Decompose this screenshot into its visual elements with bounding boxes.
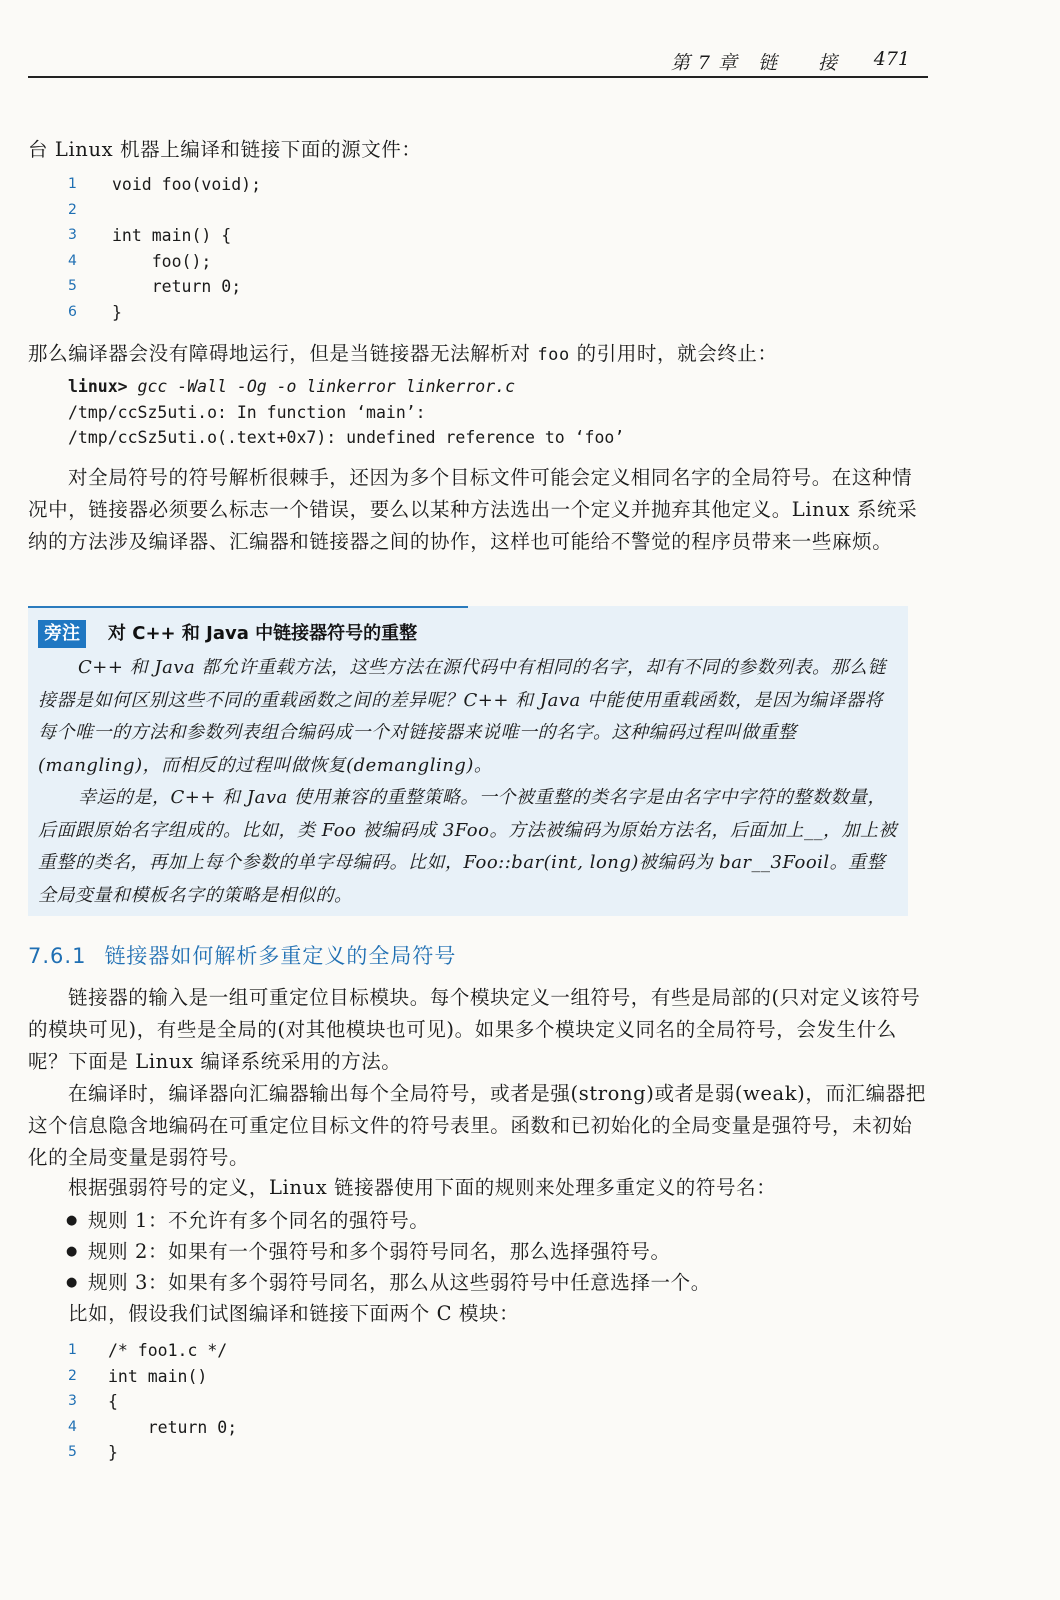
- shell-command: gcc -Wall -Og -o linkerror linkerror.c: [137, 377, 516, 396]
- inline-code: foo: [537, 345, 570, 365]
- aside-paragraph: 幸运的是，C++ 和 Java 使用兼容的重整策略。一个被重整的类名字是由名字中字符的整数数量，后面跟原始名字组成的。比如，类 Foo 被编码成 3Foo。方法被编码为原始方法名，后面加上__，加上被重整的类名，再加上每个参数的单字母编码。比如，Foo::bar(int, long)被编码为 bar__3Fooil。重整全局变量和模板名字的策略是相似的。: [38, 787, 897, 906]
- paragraph-section-4: 比如，假设我们试图编译和链接下面两个 C 模块：: [68, 1302, 520, 1325]
- code-text: return 0;: [108, 1417, 238, 1437]
- shell-output-line: /tmp/ccSz5uti.o: In function ‘main’:: [68, 402, 426, 422]
- running-head: [28, 42, 928, 78]
- line-number: 1: [68, 1342, 77, 1358]
- line-number: 1: [68, 176, 77, 192]
- paragraph-section-3: 根据强弱符号的定义，Linux 链接器使用下面的规则来处理多重定义的符号名：: [68, 1176, 777, 1199]
- aside-paragraph: C++ 和 Java 都允许重载方法，这些方法在源代码中有相同的名字，却有不同的参数列表。那么链接器是如何区别这些不同的重载函数之间的差异呢？C++ 和 Java 中能使用重载函数，是因为编译器将每个唯一的方法和参数列表组合编码成一个对链接器来说唯一的名字。这种编码过程叫做重整(mangling)，而相反的过程叫做恢复(demangling)。: [38, 657, 886, 776]
- aside-title: 对 C++ 和 Java 中链接器符号的重整: [108, 623, 418, 644]
- line-number: 3: [68, 227, 77, 244]
- section-number: 7.6.1: [28, 944, 87, 968]
- line-number: 4: [68, 1418, 77, 1435]
- code-text: int main() {: [112, 226, 232, 246]
- line-number: 3: [68, 1393, 77, 1410]
- section-title: 链接器如何解析多重定义的全局符号: [104, 944, 457, 968]
- code-text: }: [112, 302, 122, 322]
- line-number: 2: [68, 1367, 77, 1384]
- text-run: 那么编译器会没有障碍地运行，但是当链接器无法解析对: [28, 342, 538, 365]
- code-text: return 0;: [112, 277, 242, 297]
- chapter-title: 第 7 章 链 接: [670, 52, 838, 74]
- paragraph-linker-error: [28, 338, 930, 371]
- paragraph-section-2: 在编译时，编译器向汇编器输出每个全局符号，或者是强(strong)或者是弱(weak)，而汇编器把这个信息隐含地编码在可重定位目标文件的符号表里。函数和已初始化的全局变量是强符号，未初始化的全局变量是弱符号。: [28, 1082, 926, 1169]
- shell-output-line: /tmp/ccSz5uti.o(.text+0x7): undefined reference to ‘foo’: [68, 428, 625, 448]
- list-item: ● 规则 1：不允许有多个同名的强符号。: [66, 1205, 711, 1236]
- page-number: 471: [873, 48, 910, 70]
- code-text: foo();: [112, 251, 212, 271]
- line-number: 4: [68, 252, 77, 269]
- rules-list: [66, 1205, 711, 1298]
- list-item: ● 规则 2：如果有一个强符号和多个弱符号同名，那么选择强符号。: [66, 1236, 711, 1267]
- line-number: 5: [68, 278, 77, 295]
- code-text: }: [108, 1443, 118, 1463]
- shell-prompt: linux>: [68, 377, 138, 396]
- paragraph-section-1: 链接器的输入是一组可重定位目标模块。每个模块定义一组符号，有些是局部的(只对定义该符号的模块可见)，有些是全局的(对其他模块也可见)。如果多个模块定义同名的全局符号，会发生什么呢？下面是 Linux 编译系统采用的方法。: [28, 986, 921, 1073]
- aside-body: [38, 652, 898, 912]
- aside-box: [28, 606, 908, 916]
- line-number: 2: [68, 201, 77, 218]
- line-number: 5: [68, 1444, 77, 1461]
- line-number: 6: [68, 303, 77, 320]
- paragraph-global-symbols: 对全局符号的符号解析很棘手，还因为多个目标文件可能会定义相同名字的全局符号。在这种情况中，链接器必须要么标志一个错误，要么以某种方法选出一个定义并抛弃其他定义。Linux 系统采纳的方法涉及编译器、汇编器和链接器之间的协作，这样也可能给不警觉的程序员带来一些麻烦。: [28, 466, 918, 553]
- section-heading: [28, 940, 456, 970]
- aside-tag: 旁注: [38, 620, 86, 648]
- text-run: 的引用时，就会终止：: [569, 342, 778, 365]
- code-text: void foo(void);: [112, 175, 262, 194]
- code-text: /* foo1.c */: [108, 1341, 228, 1360]
- aside-rule: [28, 606, 468, 608]
- code-text: {: [108, 1392, 118, 1412]
- intro-paragraph: 台 Linux 机器上编译和链接下面的源文件：: [28, 138, 422, 161]
- shell-command-line: [68, 374, 624, 400]
- shell-session: [68, 374, 624, 451]
- code-text: int main(): [108, 1366, 208, 1386]
- list-item: ● 规则 3：如果有多个弱符号同名，那么从这些弱符号中任意选择一个。: [66, 1267, 711, 1298]
